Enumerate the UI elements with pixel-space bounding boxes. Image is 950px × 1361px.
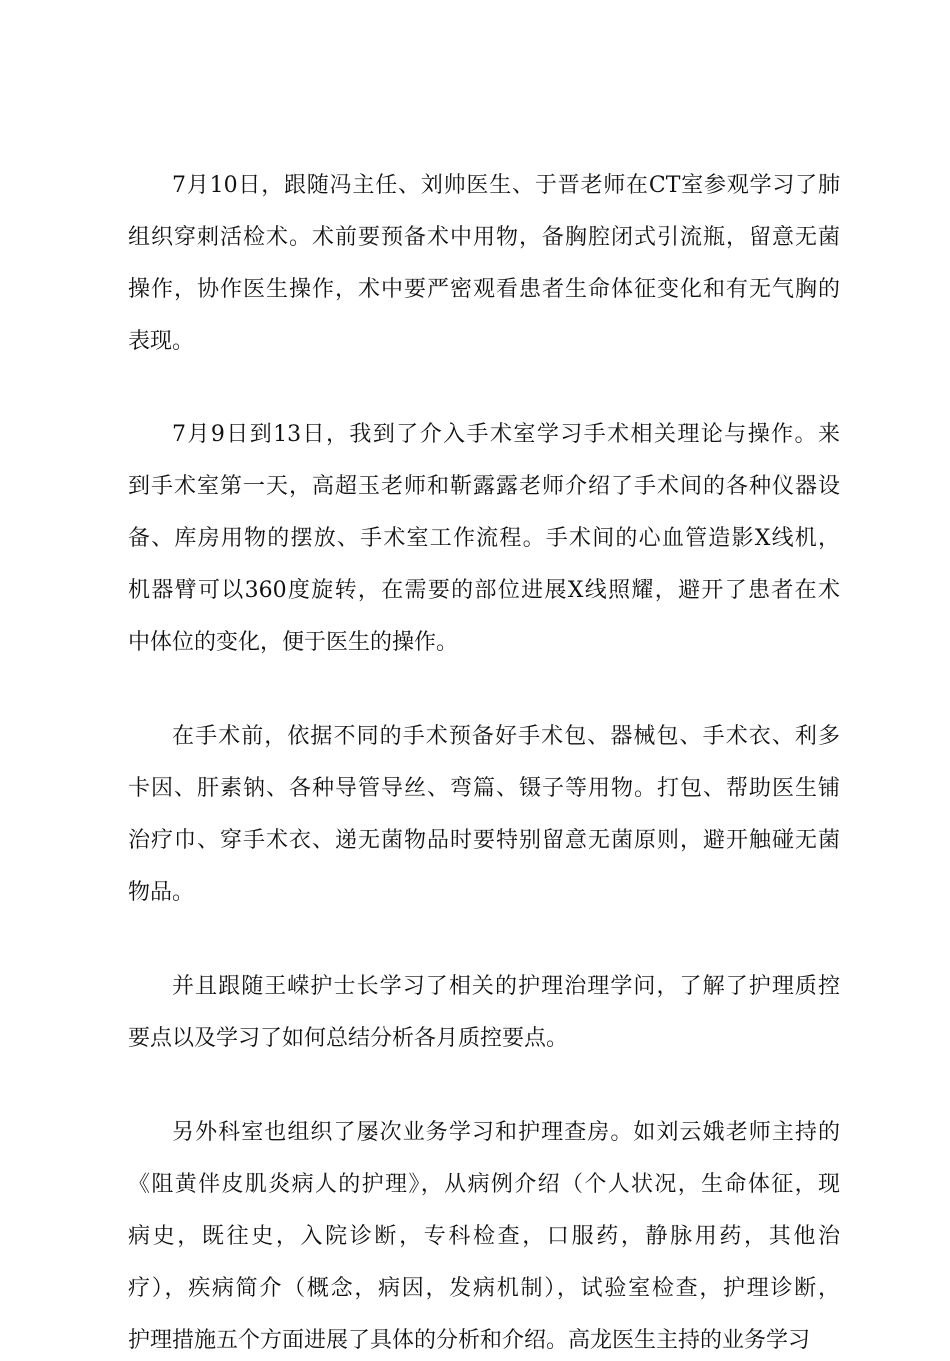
text-line: 7月10日，跟随冯主任、刘帅医生、于晋老师在CT室参观学习了肺 (172, 173, 840, 198)
text-line: 并且跟随王嵘护士长学习了相关的护理治理学问，了解了护理质控 (172, 974, 840, 999)
text-line: 护理措施五个方面进展了具体的分析和介绍。高龙医生主持的业务学习 (128, 1328, 811, 1353)
text-line: 操作，协作医生操作，术中要严密观看患者生命体征变化和有无气胸的 (128, 277, 840, 302)
text-line: 疗），疾病简介（概念，病因，发病机制），试验室检查，护理诊断， (128, 1276, 840, 1301)
text-line: 《阻黄伴皮肌炎病人的护理》，从病例介绍（个人状况，生命体征，现 (128, 1172, 840, 1197)
text-line: 另外科室也组织了屡次业务学习和护理查房。如刘云娥老师主持的 (172, 1120, 840, 1145)
text-line: 7月9日到13日，我到了介入手术室学习手术相关理论与操作。来 (172, 422, 840, 447)
text-line: 中体位的变化，便于医生的操作。 (128, 630, 459, 655)
text-line: 病史，既往史，入院诊断，专科检查，口服药，静脉用药，其他治 (128, 1224, 840, 1249)
text-line: 机器臂可以360度旋转，在需要的部位进展X线照耀，避开了患者在术 (128, 578, 840, 603)
text-line: 卡因、肝素钠、各种导管导丝、弯篇、镊子等用物。打包、帮助医生铺 (128, 776, 840, 801)
text-line: 治疗巾、穿手术衣、递无菌物品时要特别留意无菌原则，避开触碰无菌 (128, 828, 840, 853)
text-line: 到手术室第一天，高超玉老师和靳露露老师介绍了手术间的各种仪器设 (128, 474, 840, 499)
text-line: 在手术前，依据不同的手术预备好手术包、器械包、手术衣、利多 (172, 724, 840, 749)
text-line: 物品。 (128, 880, 195, 905)
text-line: 组织穿刺活检术。术前要预备术中用物，备胸腔闭式引流瓶，留意无菌 (128, 225, 840, 250)
text-line: 表现。 (128, 329, 195, 354)
text-line: 要点以及学习了如何总结分析各月质控要点。 (128, 1026, 569, 1051)
text-line: 备、库房用物的摆放、手术室工作流程。手术间的心血管造影X线机， (128, 526, 840, 551)
